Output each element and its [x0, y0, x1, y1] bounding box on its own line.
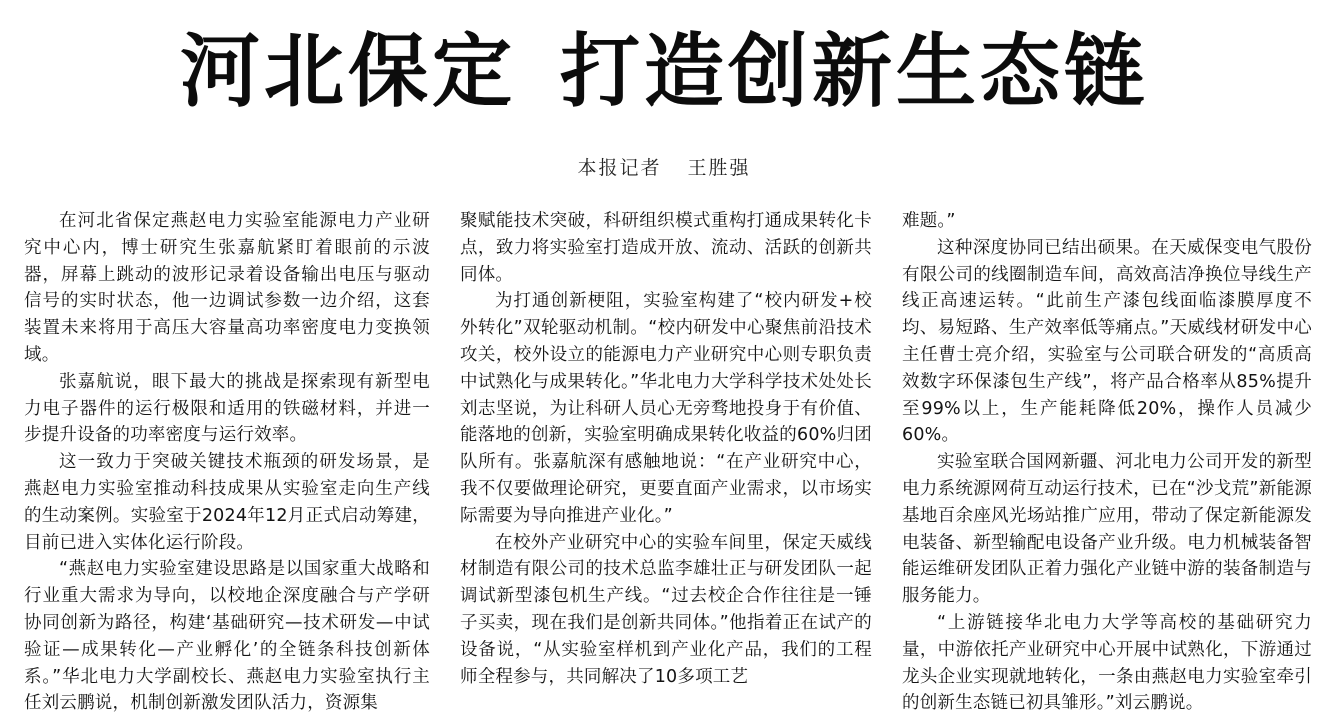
paragraph: 张嘉航说，眼下最大的挑战是探索现有新型电力电子器件的运行极限和适用的铁磁材料，并进一步提升设备的功率密度与运行效率。 — [24, 371, 430, 446]
paragraph: “上游链接华北电力大学等高校的基础研究力量，中游依托产业研究中心开展中试熟化，下游通过龙头企业实现就地转化，一条由燕赵电力实验室牵引的创新生态链已初具雏形。”刘云鹏说。 — [902, 612, 1312, 714]
paragraph: 为打通创新梗阻，实验室构建了“校内研发+校外转化”双轮驱动机制。“校内研发中心聚焦前沿技术攻关，校外设立的能源电力产业研究中心则专职负责中试熟化与成果转化。”华北电力大学科学技术处处长刘志坚说，为让科研人员心无旁骛地投身于有价值、能落地的创新，实验室明确成果转化收益的60%归团队所有。张嘉航深有感触地说：“在产业研究中心，我不仅要做理论研究，更要直面产业需求，以市场实际需要为导向推进产业化。” — [460, 291, 872, 526]
paragraph-continued: 难题。” — [902, 211, 956, 231]
byline-label: 本报记者 — [577, 157, 662, 179]
paragraph: 在河北省保定燕赵电力实验室能源电力产业研究中心内，博士研究生张嘉航紧盯着眼前的示波器，屏幕上跳动的波形记录着设备输出电压与驱动信号的实时状态，他一边调试参数一边介绍，这套装置未来将用于高压大容量高功率密度电力变换领域。 — [24, 211, 430, 365]
paragraph: 在校外产业研究中心的实验车间里，保定天威线材制造有限公司的技术总监李雄壮正与研发团队一起调试新型漆包机生产线。“过去校企合作往往是一锤子买卖，现在我们是创新共同体。”他指着正在试产的设备说，“从实验室样机到产业化产品，我们的工程师全程参与，共同解决了10多项工艺 — [460, 532, 872, 687]
paragraph-continued: 聚赋能技术突破，科研组织模式重构打通成果转化卡点，致力将实验室打造成开放、流动、活跃的创新共同体。 — [460, 211, 872, 285]
paragraph: “燕赵电力实验室建设思路是以国家重大战略和行业重大需求为导向，以校地企深度融合与产学研协同创新为路径，构建‘基础研究—技术研发—中试验证—成果转化—产业孵化’的全链条科技创新体系。”华北电力大学副校长、燕赵电力实验室执行主任刘云鹏说，机制创新激发团队活力，资源集 — [24, 559, 430, 714]
article-column-3 — [902, 208, 1312, 714]
article-column-2 — [460, 208, 872, 699]
paragraph: 这种深度协同已结出硕果。在天威保变电气股份有限公司的线圈制造车间，高效高洁净换位导线生产线正高速运转。“此前生产漆包线面临漆膜厚度不均、易短路、生产效率低等痛点。”天威线材研发中心主任曹士亮介绍，实验室与公司联合研发的“高质高效数字环保漆包生产线”，将产品合格率从85%提升至99%以上，生产能耗降低20%，操作人员减少60%。 — [902, 237, 1312, 446]
paragraph: 实验室联合国网新疆、河北电力公司开发的新型电力系统源网荷互动运行技术，已在“沙戈荒”新能源基地百余座风光场站推广应用，带动了保定新能源发电装备、新型输配电设备产业升级。电力机械装备智能运维研发团队正着力强化产业链中游的装备制造与服务能力。 — [902, 452, 1312, 607]
byline — [0, 156, 1328, 180]
article-column-1 — [24, 208, 430, 714]
headline-part-2: 打造创新生态链 — [560, 25, 1148, 118]
article-headline — [0, 22, 1328, 122]
paragraph: 这一致力于突破关键技术瓶颈的研发场景，是燕赵电力实验室推动科技成果从实验室走向生产线的生动案例。实验室于2024年12月正式启动筹建，目前已进入实体化运行阶段。 — [24, 452, 430, 553]
byline-author: 王胜强 — [687, 157, 751, 179]
headline-part-1: 河北保定 — [180, 25, 516, 118]
